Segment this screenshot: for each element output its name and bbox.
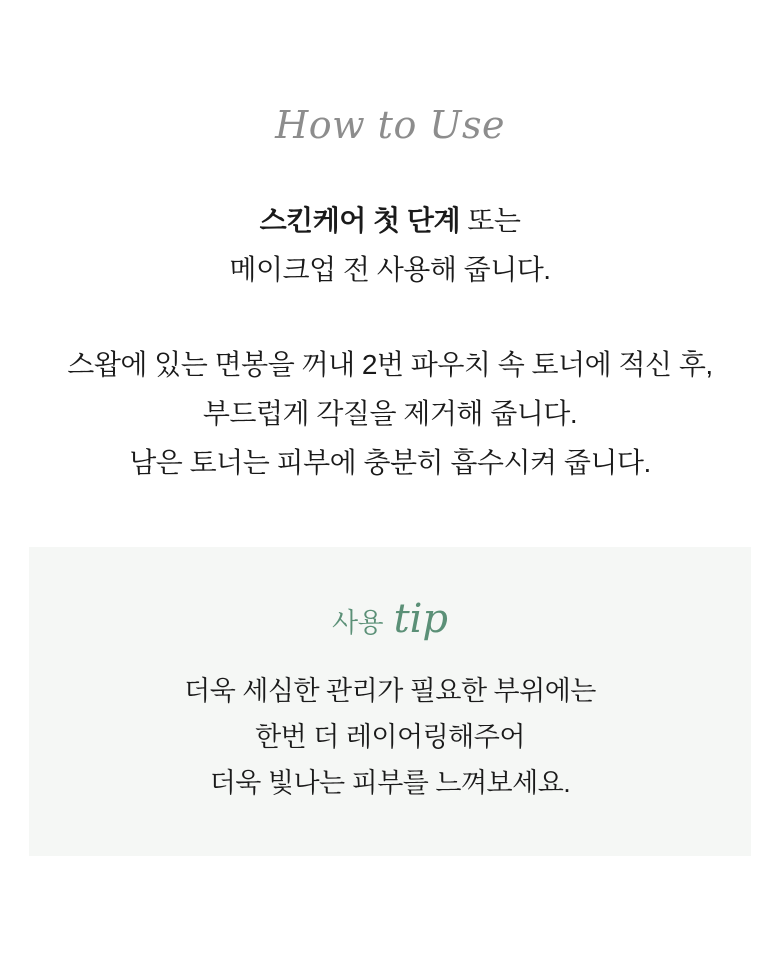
intro-line-2: 메이크업 전 사용해 줍니다. <box>229 254 551 285</box>
instructions-paragraph <box>0 340 780 487</box>
tip-line-1: 더욱 세심한 관리가 필요한 부위에는 <box>184 676 596 706</box>
tip-heading-korean: 사용 <box>331 608 384 638</box>
instructions-line-1: 스왑에 있는 면봉을 꺼내 2번 파우치 속 토너에 적신 후, <box>67 349 713 380</box>
intro-line-1 <box>0 196 780 245</box>
tip-heading <box>39 593 741 654</box>
tip-paragraph <box>39 668 741 806</box>
page-title: How to Use <box>275 103 505 147</box>
instructions-line-2: 부드럽게 각질을 제거해 줍니다. <box>202 398 578 429</box>
intro-line-1-bold: 스킨케어 첫 단계 <box>259 205 460 236</box>
usage-tip-box <box>29 547 751 856</box>
tip-heading-english: tip <box>393 596 449 642</box>
instructions-line-3: 남은 토너는 피부에 충분히 흡수시켜 줍니다. <box>129 447 651 478</box>
intro-paragraph <box>0 196 780 294</box>
tip-line-3: 더욱 빛나는 피부를 느껴보세요. <box>209 768 571 798</box>
intro-line-1-rest: 또는 <box>467 205 521 236</box>
tip-line-2: 한번 더 레이어링해주어 <box>255 722 525 752</box>
